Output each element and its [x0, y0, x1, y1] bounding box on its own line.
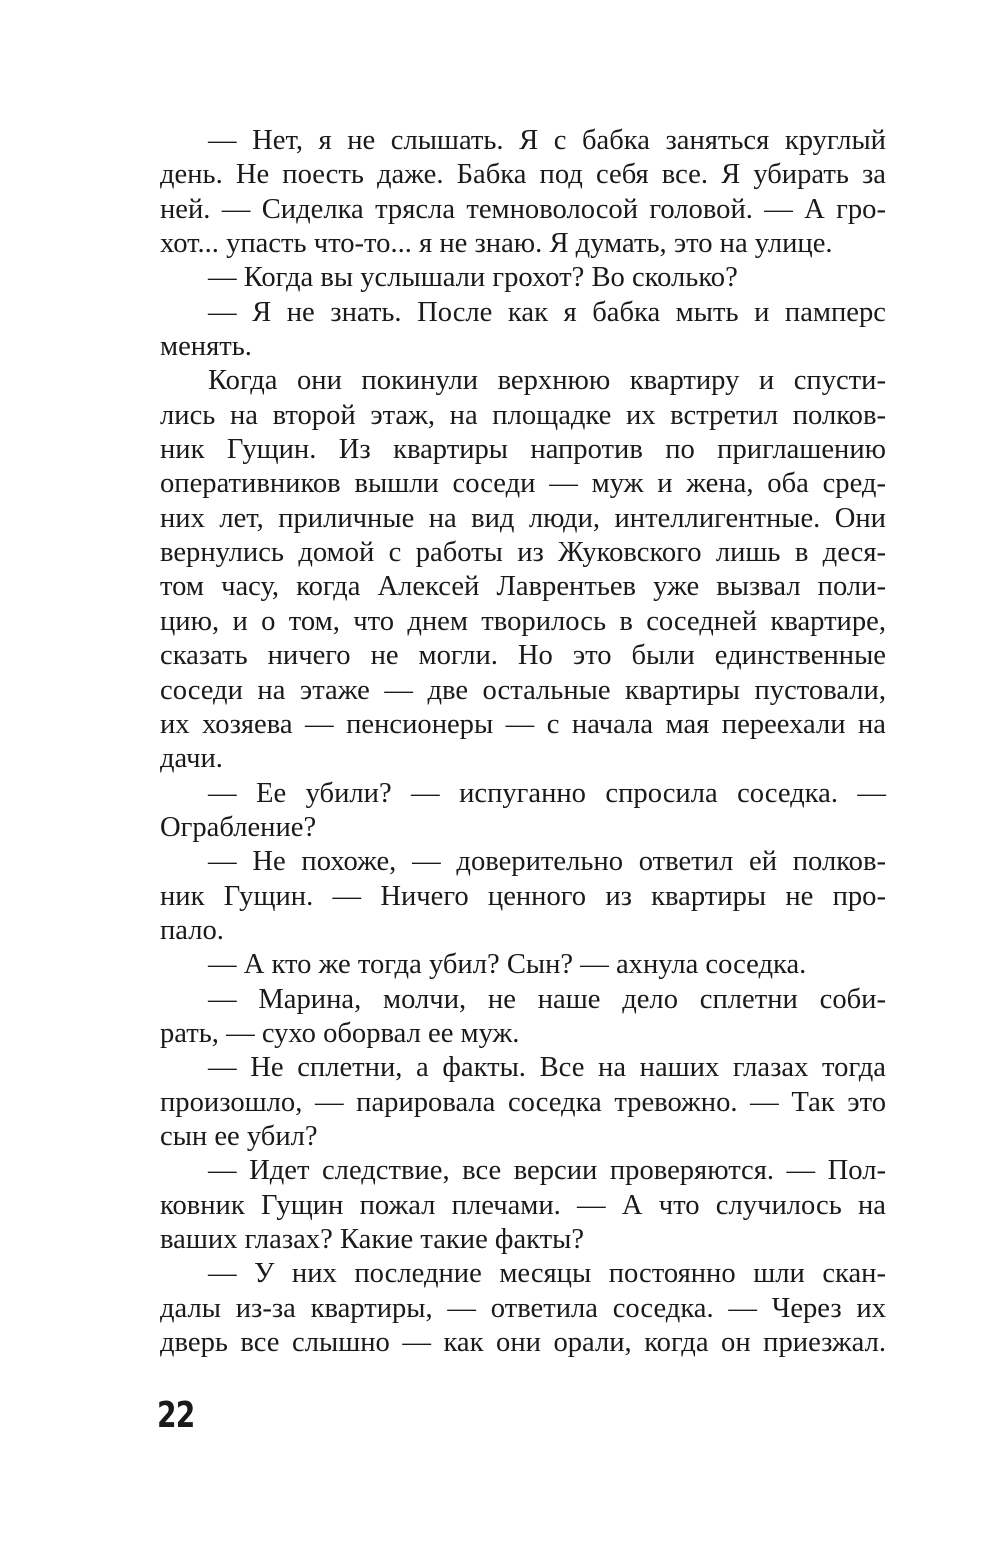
- text-line: рать, — сухо оборвал ее муж.: [160, 1017, 520, 1049]
- text-line: лись на второй этаж, на площадке их встретил полков-: [160, 399, 886, 431]
- text-line: ник Гущин. — Ничего ценного из квартиры не про-: [160, 880, 886, 912]
- text-line: сказать ничего не могли. Но это были единственные: [160, 640, 886, 672]
- text-line: Ограбление?: [160, 811, 317, 843]
- text-line: дверь все слышно — как они орали, когда он приезжал.: [160, 1327, 886, 1359]
- text-line: цию, и о том, что днем творилось в соседней квартире,: [160, 605, 886, 637]
- text-line: произошло, — парировала соседка тревожно. — Так это: [160, 1086, 886, 1118]
- text-line: вернулись домой с работы из Жуковского лишь в деся-: [160, 537, 886, 569]
- text-line: хот... упасть что-то... я не знаю. Я думать, это на улице.: [160, 228, 833, 260]
- text-line: пало.: [160, 914, 224, 946]
- text-line: ваших глазах? Какие такие факты?: [160, 1224, 585, 1255]
- text-line: ней. — Сиделка трясла темноволосой головой. — А гро-: [160, 193, 886, 225]
- text-line: — Нет, я не слышать. Я с бабка заняться круглый: [208, 125, 886, 156]
- text-line: далы из-за квартиры, — ответила соседка. — Через их: [160, 1292, 886, 1324]
- text-line: — Идет следствие, все версии проверяются. — Пол-: [208, 1155, 886, 1187]
- text-line: день. Не поесть даже. Бабка под себя все. Я убирать за: [160, 159, 886, 191]
- text-line: — Марина, молчи, не наше дело сплетни соби-: [208, 983, 886, 1015]
- text-line: — Не сплетни, а факты. Все на наших глазах тогда: [208, 1052, 886, 1084]
- text-line: ник Гущин. Из квартиры напротив по приглашению: [160, 434, 886, 466]
- text-line: ковник Гущин пожал плечами. — А что случилось на: [160, 1189, 886, 1221]
- text-line: сын ее убил?: [160, 1120, 318, 1152]
- text-line: — Я не знать. После как я бабка мыть и памперс: [208, 296, 886, 328]
- text-line: их хозяева — пенсионеры — с начала мая переехали на: [160, 708, 886, 740]
- text-line: — Не похоже, — доверительно ответил ей полков-: [208, 846, 886, 878]
- text-line: них лет, приличные на вид люди, интеллигентные. Они: [160, 502, 886, 534]
- text-line: соседи на этаже — две остальные квартиры пустовали,: [160, 674, 886, 706]
- text-line: том часу, когда Алексей Лаврентьев уже вызвал поли-: [160, 571, 886, 603]
- text-line: — Ее убили? — испуганно спросила соседка. —: [208, 777, 886, 809]
- text-line: Когда они покинули верхнюю квартиру и спусти-: [208, 365, 886, 397]
- page-number: 22: [157, 1395, 195, 1436]
- text-line: — А кто же тогда убил? Сын? — ахнула соседка.: [208, 949, 807, 981]
- text-line: менять.: [160, 331, 252, 363]
- text-line: оперативников вышли соседи — муж и жена, оба сред-: [160, 468, 886, 500]
- body-text: [160, 124, 886, 1360]
- text-line: дачи.: [160, 743, 223, 775]
- text-line: — У них последние месяцы постоянно шли скан-: [208, 1258, 886, 1290]
- text-line: — Когда вы услышали грохот? Во сколько?: [208, 262, 738, 294]
